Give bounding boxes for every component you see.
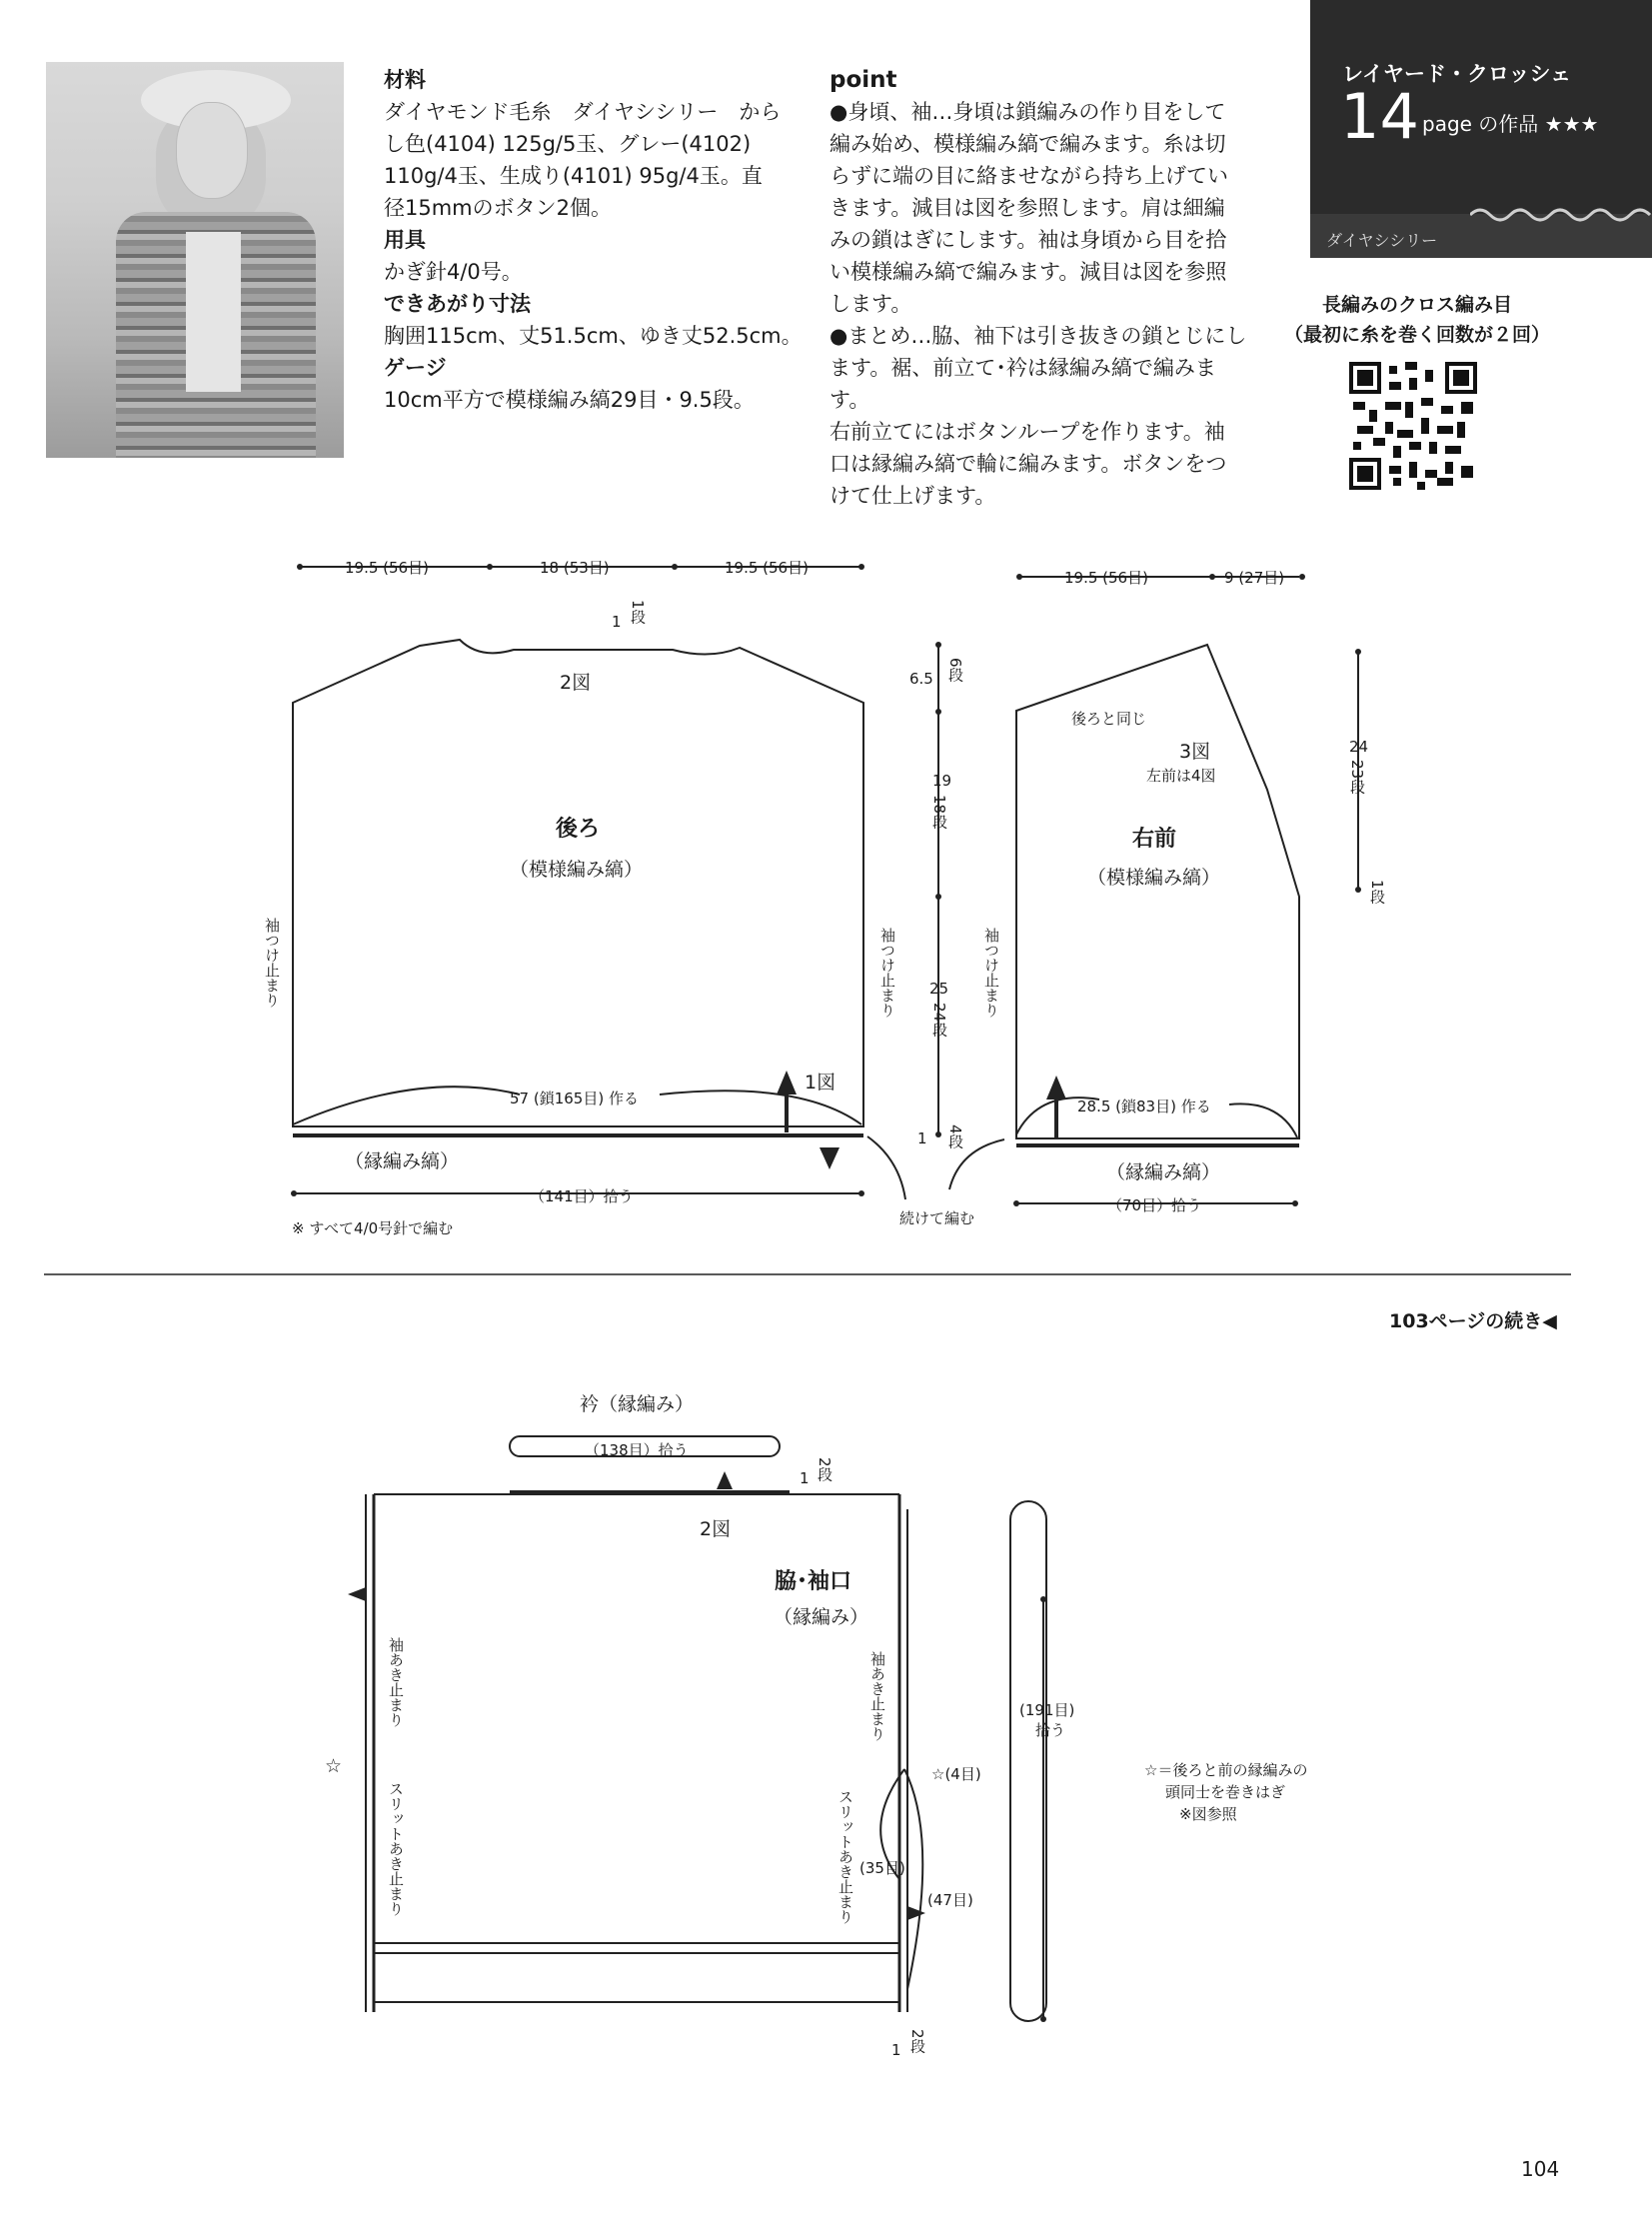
point-heading: point [829,67,897,93]
front-sleeve: 袖つけ止まり [982,928,1000,1018]
point-line: ●まとめ…脇、袖下は引き抜きの鎖とじにし [829,324,1247,348]
front-width-1: 19.5 (56目) [1064,569,1148,587]
back-fig2: 2図 [560,672,592,694]
front-width-2: 9 (27目) [1224,569,1285,587]
needle-note: ※ すべて4/0号針で編む [292,1219,454,1237]
collar-title: 衿（縁編み） [580,1393,695,1415]
sleeve-open-left: 袖あき止まり [387,1637,405,1727]
down-arrow-icon [820,1147,839,1169]
back-pick: （141目）拾う [530,1187,634,1205]
size-heading: できあがり寸法 [384,292,531,316]
back-chain: 57 (鎖165目) 作る [510,1090,639,1108]
point-line: ●身頃、袖…身頃は鎖編みの作り目をして [829,100,1226,124]
materials-line: 110g/4玉、生成り(4101) 95g/4玉。直 [384,164,763,188]
gauge-heading: ゲージ [384,356,447,380]
page-number-large: 14 [1340,80,1419,153]
materials-line: し色(4104) 125g/5玉、グレー(4102) [384,132,752,156]
gauge-line: 10cm平方で模様編み縞29目・9.5段。 [384,388,755,412]
front-fig4: 左前は4図 [1146,767,1216,785]
strip-pick: (191目) [1019,1701,1075,1719]
collar-pick: （138目）拾う [585,1441,689,1459]
bottom-rows-label: 2段 [908,2029,926,2054]
height-1-rows: 6段 [946,658,964,683]
continued-label: 103ページの続き◀ [1389,1310,1557,1332]
back-fig1: 1図 [805,1072,836,1094]
star-right: ☆(4目) [931,1765,981,1783]
continue-curve [867,1136,905,1199]
qr-label-line: 長編みのクロス編み目 [1321,294,1512,316]
point-line: 口は縁編み縞で輪に編みます。ボタンをつ [829,452,1227,476]
point-line: 右前立てにはボタンループを作ります。袖 [829,420,1225,444]
legend-line: ※図参照 [1179,1805,1237,1823]
right-arrow-icon [907,1906,925,1920]
back-chain-curve [660,1091,861,1124]
up-arrow-icon [777,1071,797,1095]
side-title: 脇･袖口 [775,1569,852,1594]
back-sleeve-right: 袖つけ止まり [878,928,896,1018]
materials-line: 径15mmのボタン2個。 [384,196,612,220]
collar-rows-label: 2段 [816,1457,833,1482]
back-width-3: 19.5 (56目) [725,559,809,577]
neck-rows: 1 [612,613,622,631]
back-width-1: 19.5 (56目) [345,559,429,577]
page-suffix: page の作品 ★★★ [1422,112,1599,136]
point-line: らずに端の目に絡ませながら持ち上げてい [829,164,1228,188]
back-title: 後ろ [556,817,601,842]
height-3: 25 [929,980,949,998]
bottom-fig2: 2図 [700,1518,732,1540]
height-4-rows: 4段 [946,1124,964,1149]
tools-heading: 用具 [384,228,426,252]
up-arrow-icon [1046,1076,1066,1100]
slit-open-left: スリットあき止まり [387,1781,405,1916]
neck-rows-label: 1段 [629,600,647,625]
side-strip [1010,1501,1046,2021]
front-fig3: 3図 [1179,741,1211,763]
point-line: けて仕上げます。 [829,484,996,508]
front-height-b: 1段 [1368,880,1386,905]
front-same-as-back: 後ろと同じ [1071,710,1147,728]
front-height: 24 [1349,738,1369,756]
series-title: レイヤード・クロッシェ [1342,62,1572,86]
legend-line: 頭同士を巻きはぎ [1165,1783,1286,1801]
point-line: い模様編み縞で編みます。減目は図を参照 [829,260,1227,284]
front-pick: （70目）拾う [1107,1196,1202,1214]
back-sleeve-left: 袖つけ止まり [263,918,281,1008]
continue-label: 続けて編む [899,1209,975,1227]
materials-heading: 材料 [384,68,426,92]
page-number: 104 [1521,2157,1560,2181]
height-3-rows: 24段 [930,1003,948,1038]
height-2-rows: 18段 [930,795,948,830]
height-2: 19 [932,772,952,790]
height-4: 1 [917,1129,927,1147]
yarn-label: ダイヤシシリー [1326,231,1438,250]
up-arrow-icon [717,1471,733,1489]
front-panel-outline [1016,645,1299,1138]
back-width-2: 18 (53目) [540,559,610,577]
slit-open-right: スリットあき止まり [836,1789,854,1924]
back-panel-outline [293,640,863,1126]
point-line: 編み始め、模様編み縞で編みます。糸は切 [829,132,1226,156]
left-arrow-icon [348,1587,366,1601]
stitch-35: (35目) [859,1859,905,1877]
point-line: きます。減目は図を参照します。肩は細編 [829,196,1225,220]
front-pattern: （模様編み縞） [1087,867,1221,889]
qr-label-line: （最初に糸を巻く回数が２回） [1283,324,1550,346]
front-edge: （縁編み縞） [1106,1161,1221,1183]
collar-rows: 1 [800,1469,810,1487]
materials-line: ダイヤモンド毛糸 ダイヤシシリー から [384,100,782,124]
point-line: します。 [829,292,912,316]
stitch-47: (47目) [927,1891,973,1909]
size-line: 胸囲115cm、丈51.5cm、ゆき丈52.5cm。 [384,324,803,348]
sleeve-open-right: 袖あき止まり [868,1651,886,1741]
height-1: 6.5 [909,670,933,688]
strip-pick-2: 拾う [1035,1721,1066,1739]
point-line: みの鎖はぎにします。袖は身頃から目を拾 [829,228,1227,252]
back-pattern: （模様編み縞） [510,859,644,881]
front-height-rows: 23段 [1348,760,1366,795]
legend-line: ☆＝後ろと前の縁編みの [1144,1761,1308,1779]
back-edge: （縁編み縞） [345,1150,460,1172]
bottom-rows: 1 [891,2041,901,2059]
back-chain-curve [293,1087,520,1124]
side-subtitle: （縁編み） [774,1606,869,1628]
tools-line: かぎ針4/0号。 [384,260,523,284]
point-line: ます。裾、前立て･衿は縁編み縞で編みます。 [829,356,1216,412]
star-left-icon: ☆ [325,1755,343,1777]
front-title: 右前 [1132,827,1177,852]
front-chain: 28.5 (鎖83目) 作る [1077,1098,1211,1115]
